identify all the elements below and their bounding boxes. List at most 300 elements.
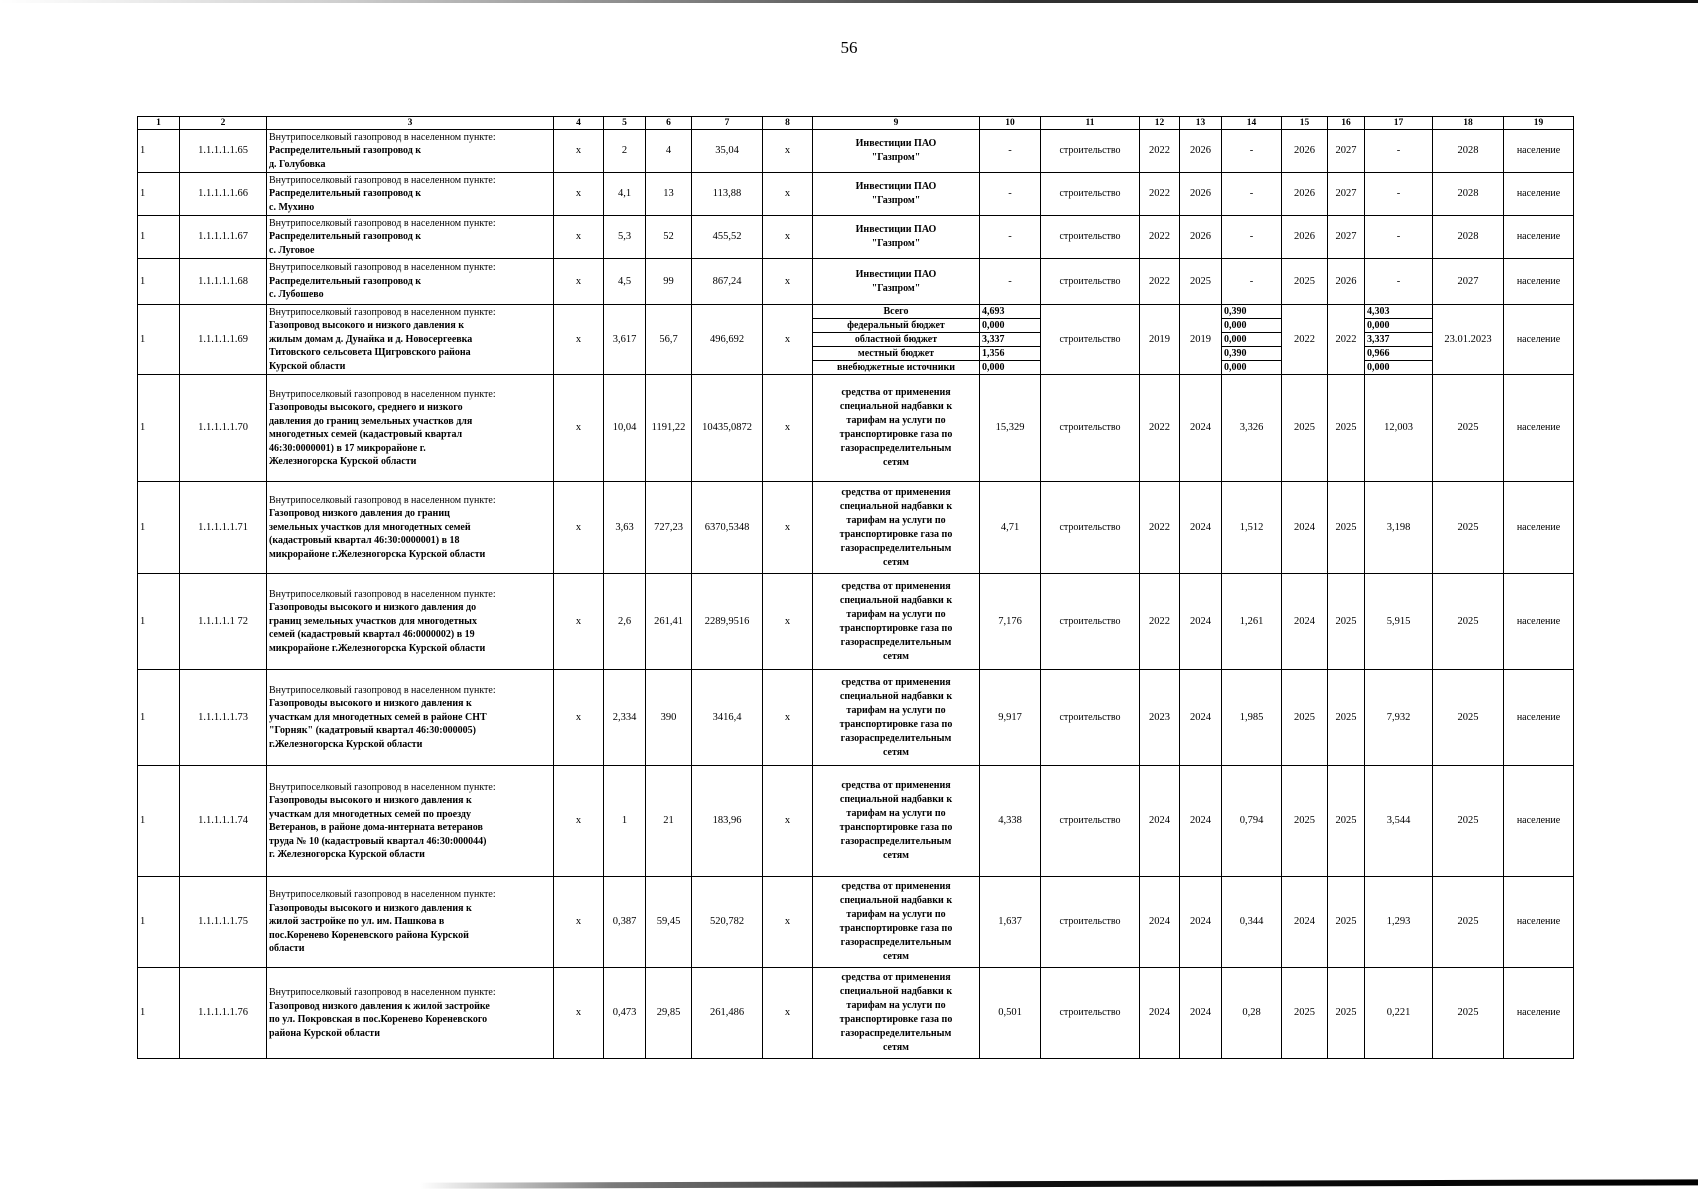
object-title: Распределительный газопровод к д. Голубовка bbox=[269, 145, 422, 170]
cell-c13: 2024 bbox=[1180, 766, 1222, 877]
col-header: 8 bbox=[763, 117, 813, 130]
cell-c18: 2028 bbox=[1433, 173, 1504, 216]
cell-population: население bbox=[1504, 173, 1574, 216]
cell-c15: 2024 bbox=[1282, 877, 1328, 968]
object-title: Распределительный газопровод к с. Луговое bbox=[269, 231, 422, 256]
col-header: 17 bbox=[1365, 117, 1433, 130]
cell-c18: 2025 bbox=[1433, 968, 1504, 1059]
cell-c17: - bbox=[1365, 173, 1433, 216]
cell-c14: 0,000 bbox=[1222, 319, 1282, 333]
col-header: 7 bbox=[692, 117, 763, 130]
cell-c8: х bbox=[763, 305, 813, 375]
cell-work-type: строительство bbox=[1041, 877, 1140, 968]
cell-c8: х bbox=[763, 130, 813, 173]
cell-funding-source: средства от применения специальной надбавки к тарифам на услуги по транспортировке газа по газораспределительным сетям bbox=[813, 482, 980, 574]
cell-c4: х bbox=[554, 216, 604, 259]
object-name-cell bbox=[267, 259, 554, 305]
scan-edge-bottom bbox=[420, 1179, 1698, 1188]
cell-c10: 4,693 bbox=[980, 305, 1041, 319]
cell-c18: 2028 bbox=[1433, 130, 1504, 173]
cell-c12: 2024 bbox=[1140, 877, 1180, 968]
cell-c16: 2025 bbox=[1328, 574, 1365, 670]
cell-c12: 2022 bbox=[1140, 173, 1180, 216]
cell-c8: х bbox=[763, 173, 813, 216]
cell-c10: 9,917 bbox=[980, 670, 1041, 766]
cell-c16: 2025 bbox=[1328, 670, 1365, 766]
cell-c6: 727,23 bbox=[646, 482, 692, 574]
cell-c12: 2022 bbox=[1140, 216, 1180, 259]
cell-c17: 0,966 bbox=[1365, 347, 1433, 361]
cell-index: 1 bbox=[138, 305, 180, 375]
cell-c6: 29,85 bbox=[646, 968, 692, 1059]
table-row bbox=[138, 482, 1574, 574]
object-intro: Внутрипоселковый газопровод в населенном пункте: bbox=[269, 494, 496, 506]
cell-work-type: строительство bbox=[1041, 305, 1140, 375]
cell-c17: 12,003 bbox=[1365, 375, 1433, 482]
object-intro: Внутрипоселковый газопровод в населенном пункте: bbox=[269, 889, 496, 901]
cell-code: 1.1.1.1.1.69 bbox=[180, 305, 267, 375]
cell-c7: 455,52 bbox=[692, 216, 763, 259]
cell-c15: 2025 bbox=[1282, 375, 1328, 482]
cell-c4: х bbox=[554, 968, 604, 1059]
cell-c4: х bbox=[554, 375, 604, 482]
cell-c14: 0,000 bbox=[1222, 361, 1282, 375]
cell-index: 1 bbox=[138, 375, 180, 482]
cell-c10: 4,71 bbox=[980, 482, 1041, 574]
cell-c17: 0,221 bbox=[1365, 968, 1433, 1059]
cell-c16: 2025 bbox=[1328, 482, 1365, 574]
object-title: Газопровод высокого и низкого давления к жилым домам д. Дунайка и д. Новосергеевка Титовского сельсовета Щигровского района Курской области bbox=[269, 320, 473, 372]
cell-c14: - bbox=[1222, 173, 1282, 216]
cell-c15: 2022 bbox=[1282, 305, 1328, 375]
table-row bbox=[138, 375, 1574, 482]
col-header: 5 bbox=[604, 117, 646, 130]
cell-c6: 52 bbox=[646, 216, 692, 259]
cell-population: население bbox=[1504, 216, 1574, 259]
cell-c4: х bbox=[554, 574, 604, 670]
cell-c13: 2026 bbox=[1180, 130, 1222, 173]
cell-c18: 2025 bbox=[1433, 670, 1504, 766]
cell-c12: 2022 bbox=[1140, 130, 1180, 173]
cell-c7: 113,88 bbox=[692, 173, 763, 216]
funding-source-label: внебюджетные источники bbox=[813, 361, 980, 375]
cell-c6: 4 bbox=[646, 130, 692, 173]
cell-index: 1 bbox=[138, 482, 180, 574]
cell-c13: 2026 bbox=[1180, 173, 1222, 216]
cell-c8: х bbox=[763, 766, 813, 877]
cell-c10: 3,337 bbox=[980, 333, 1041, 347]
cell-c7: 6370,5348 bbox=[692, 482, 763, 574]
cell-c13: 2025 bbox=[1180, 259, 1222, 305]
cell-c14: 0,794 bbox=[1222, 766, 1282, 877]
cell-c17: 3,337 bbox=[1365, 333, 1433, 347]
cell-c5: 2,6 bbox=[604, 574, 646, 670]
cell-funding-source: средства от применения специальной надбавки к тарифам на услуги по транспортировке газа по газораспределительным сетям bbox=[813, 968, 980, 1059]
object-name-cell bbox=[267, 173, 554, 216]
cell-c17: - bbox=[1365, 259, 1433, 305]
cell-c10: - bbox=[980, 173, 1041, 216]
cell-funding-source: Инвестиции ПАО "Газпром" bbox=[813, 130, 980, 173]
object-name-cell bbox=[267, 766, 554, 877]
cell-funding-source: Инвестиции ПАО "Газпром" bbox=[813, 173, 980, 216]
cell-c15: 2024 bbox=[1282, 574, 1328, 670]
cell-c4: х bbox=[554, 305, 604, 375]
cell-c15: 2025 bbox=[1282, 670, 1328, 766]
cell-c14: - bbox=[1222, 216, 1282, 259]
object-name-cell bbox=[267, 130, 554, 173]
cell-c8: х bbox=[763, 574, 813, 670]
cell-c18: 23.01.2023 bbox=[1433, 305, 1504, 375]
table-body-b bbox=[138, 375, 1574, 1059]
cell-c15: 2026 bbox=[1282, 130, 1328, 173]
object-name-cell bbox=[267, 670, 554, 766]
object-name-cell bbox=[267, 305, 554, 375]
cell-c8: х bbox=[763, 259, 813, 305]
cell-population: население bbox=[1504, 482, 1574, 574]
cell-funding-source: Инвестиции ПАО "Газпром" bbox=[813, 216, 980, 259]
cell-c17: 5,915 bbox=[1365, 574, 1433, 670]
table-row bbox=[138, 968, 1574, 1059]
table-row bbox=[138, 670, 1574, 766]
cell-c16: 2027 bbox=[1328, 173, 1365, 216]
col-header: 9 bbox=[813, 117, 980, 130]
cell-c10: 0,000 bbox=[980, 361, 1041, 375]
cell-work-type: строительство bbox=[1041, 766, 1140, 877]
table-body-a bbox=[138, 130, 1574, 305]
cell-c7: 183,96 bbox=[692, 766, 763, 877]
cell-c7: 3416,4 bbox=[692, 670, 763, 766]
cell-c8: х bbox=[763, 968, 813, 1059]
object-title: Газопроводы высокого, среднего и низкого давления до границ земельных участков для многодетных семей (кадастровый квартал 46:30:0000001) в 17 микрорайоне г. Железногорска Курской области bbox=[269, 402, 473, 467]
cell-population: население bbox=[1504, 968, 1574, 1059]
cell-c18: 2028 bbox=[1433, 216, 1504, 259]
cell-c4: х bbox=[554, 482, 604, 574]
cell-c7: 496,692 bbox=[692, 305, 763, 375]
cell-index: 1 bbox=[138, 968, 180, 1059]
cell-work-type: строительство bbox=[1041, 173, 1140, 216]
column-number-row bbox=[138, 117, 1574, 130]
cell-c10: 15,329 bbox=[980, 375, 1041, 482]
col-header: 1 bbox=[138, 117, 180, 130]
cell-c5: 2,334 bbox=[604, 670, 646, 766]
object-title: Распределительный газопровод к с. Мухино bbox=[269, 188, 422, 213]
cell-c4: х bbox=[554, 130, 604, 173]
cell-c5: 0,387 bbox=[604, 877, 646, 968]
object-intro: Внутрипоселковый газопровод в населенном пункте: bbox=[269, 174, 496, 186]
cell-c13: 2024 bbox=[1180, 574, 1222, 670]
cell-c7: 10435,0872 bbox=[692, 375, 763, 482]
cell-work-type: строительство bbox=[1041, 216, 1140, 259]
funding-source-label: Всего bbox=[813, 305, 980, 319]
cell-c17: 0,000 bbox=[1365, 319, 1433, 333]
cell-c6: 56,7 bbox=[646, 305, 692, 375]
cell-c15: 2025 bbox=[1282, 968, 1328, 1059]
cell-c10: 0,000 bbox=[980, 319, 1041, 333]
cell-code: 1.1.1.1.1.71 bbox=[180, 482, 267, 574]
cell-c8: х bbox=[763, 375, 813, 482]
object-title: Распределительный газопровод к с. Лубошево bbox=[269, 275, 422, 301]
funding-source-label: областной бюджет bbox=[813, 333, 980, 347]
cell-funding-source: средства от применения специальной надбавки к тарифам на услуги по транспортировке газа по газораспределительным сетям bbox=[813, 574, 980, 670]
cell-c14: 0,344 bbox=[1222, 877, 1282, 968]
investment-table bbox=[137, 116, 1574, 1059]
cell-index: 1 bbox=[138, 130, 180, 173]
cell-c17: 3,544 bbox=[1365, 766, 1433, 877]
cell-population: население bbox=[1504, 670, 1574, 766]
object-intro: Внутрипоселковый газопровод в населенном пункте: bbox=[269, 588, 496, 600]
cell-c5: 2 bbox=[604, 130, 646, 173]
cell-code: 1.1.1.1.1.65 bbox=[180, 130, 267, 173]
cell-c16: 2027 bbox=[1328, 130, 1365, 173]
cell-c6: 21 bbox=[646, 766, 692, 877]
cell-c13: 2024 bbox=[1180, 670, 1222, 766]
cell-index: 1 bbox=[138, 670, 180, 766]
cell-c6: 390 bbox=[646, 670, 692, 766]
object-title: Газопроводы высокого и низкого давления к участкам для многодетных семей по проезду Ветеранов, в районе дома-интерната ветеранов труда № 10 (кадастровый квартал 46:30:000044) г. Железногорска Курской области bbox=[269, 795, 487, 860]
cell-code: 1.1.1.1.1 72 bbox=[180, 574, 267, 670]
cell-c12: 2022 bbox=[1140, 375, 1180, 482]
object-name-cell bbox=[267, 968, 554, 1059]
cell-c10: 0,501 bbox=[980, 968, 1041, 1059]
funding-source-label: местный бюджет bbox=[813, 347, 980, 361]
cell-c4: х bbox=[554, 766, 604, 877]
col-header: 13 bbox=[1180, 117, 1222, 130]
cell-code: 1.1.1.1.1.76 bbox=[180, 968, 267, 1059]
cell-c15: 2025 bbox=[1282, 259, 1328, 305]
cell-c7: 520,782 bbox=[692, 877, 763, 968]
cell-population: население bbox=[1504, 766, 1574, 877]
cell-c7: 35,04 bbox=[692, 130, 763, 173]
cell-work-type: строительство bbox=[1041, 130, 1140, 173]
cell-code: 1.1.1.1.1.74 bbox=[180, 766, 267, 877]
cell-c14: 3,326 bbox=[1222, 375, 1282, 482]
col-header: 10 bbox=[980, 117, 1041, 130]
table-row bbox=[138, 766, 1574, 877]
cell-c6: 99 bbox=[646, 259, 692, 305]
cell-c16: 2025 bbox=[1328, 375, 1365, 482]
cell-c7: 261,486 bbox=[692, 968, 763, 1059]
cell-c5: 5,3 bbox=[604, 216, 646, 259]
col-header: 6 bbox=[646, 117, 692, 130]
cell-c13: 2024 bbox=[1180, 877, 1222, 968]
cell-work-type: строительство bbox=[1041, 574, 1140, 670]
cell-c13: 2026 bbox=[1180, 216, 1222, 259]
cell-c10: 1,637 bbox=[980, 877, 1041, 968]
cell-c10: 4,338 bbox=[980, 766, 1041, 877]
cell-c13: 2024 bbox=[1180, 482, 1222, 574]
cell-code: 1.1.1.1.1.73 bbox=[180, 670, 267, 766]
table-row bbox=[138, 574, 1574, 670]
cell-code: 1.1.1.1.1.67 bbox=[180, 216, 267, 259]
cell-c13: 2024 bbox=[1180, 375, 1222, 482]
object-intro: Внутрипоселковый газопровод в населенном пункте: bbox=[269, 684, 496, 696]
cell-c14: 0,000 bbox=[1222, 333, 1282, 347]
funding-source-label: федеральный бюджет bbox=[813, 319, 980, 333]
cell-c4: х bbox=[554, 670, 604, 766]
object-intro: Внутрипоселковый газопровод в населенном пункте: bbox=[269, 987, 496, 998]
table-row bbox=[138, 259, 1574, 305]
cell-c14: 1,512 bbox=[1222, 482, 1282, 574]
cell-c5: 4,1 bbox=[604, 173, 646, 216]
object-name-cell bbox=[267, 574, 554, 670]
cell-c13: 2024 bbox=[1180, 968, 1222, 1059]
object-intro: Внутрипоселковый газопровод в населенном пункте: bbox=[269, 781, 496, 793]
cell-population: население bbox=[1504, 574, 1574, 670]
scan-edge-top bbox=[0, 0, 1698, 3]
cell-c18: 2025 bbox=[1433, 574, 1504, 670]
col-header: 4 bbox=[554, 117, 604, 130]
cell-index: 1 bbox=[138, 173, 180, 216]
object-intro: Внутрипоселковый газопровод в населенном пункте: bbox=[269, 262, 496, 274]
object-intro: Внутрипоселковый газопровод в населенном пункте: bbox=[269, 306, 496, 318]
col-header: 15 bbox=[1282, 117, 1328, 130]
cell-c5: 1 bbox=[604, 766, 646, 877]
cell-c12: 2023 bbox=[1140, 670, 1180, 766]
table-row bbox=[138, 173, 1574, 216]
object-name-cell bbox=[267, 375, 554, 482]
object-name-cell bbox=[267, 216, 554, 259]
object-intro: Внутрипоселковый газопровод в населенном пункте: bbox=[269, 388, 496, 400]
cell-c18: 2025 bbox=[1433, 877, 1504, 968]
cell-c10: - bbox=[980, 259, 1041, 305]
cell-population: население bbox=[1504, 305, 1574, 375]
cell-c17: 1,293 bbox=[1365, 877, 1433, 968]
cell-c12: 2022 bbox=[1140, 574, 1180, 670]
cell-c14: - bbox=[1222, 130, 1282, 173]
cell-c16: 2022 bbox=[1328, 305, 1365, 375]
cell-c6: 261,41 bbox=[646, 574, 692, 670]
cell-c4: х bbox=[554, 173, 604, 216]
table-row bbox=[138, 216, 1574, 259]
cell-c7: 867,24 bbox=[692, 259, 763, 305]
table-row bbox=[138, 305, 1574, 319]
cell-c17: 4,303 bbox=[1365, 305, 1433, 319]
cell-c17: - bbox=[1365, 130, 1433, 173]
cell-c18: 2025 bbox=[1433, 375, 1504, 482]
object-title: Газопроводы высокого и низкого давления к жилой застройке по ул. им. Пашкова в пос.Кореневo Кореневского района Курской области bbox=[269, 902, 472, 955]
cell-c15: 2024 bbox=[1282, 482, 1328, 574]
cell-c5: 0,473 bbox=[604, 968, 646, 1059]
cell-c18: 2025 bbox=[1433, 766, 1504, 877]
col-header: 11 bbox=[1041, 117, 1140, 130]
object-intro: Внутрипоселковый газопровод в населенном пункте: bbox=[269, 131, 496, 143]
page-number: 56 bbox=[840, 38, 858, 57]
cell-c12: 2022 bbox=[1140, 259, 1180, 305]
cell-funding-source: средства от применения специальной надбавки к тарифам на услуги по транспортировке газа по газораспределительным сетям bbox=[813, 375, 980, 482]
cell-work-type: строительство bbox=[1041, 482, 1140, 574]
cell-c6: 1191,22 bbox=[646, 375, 692, 482]
cell-c17: 0,000 bbox=[1365, 361, 1433, 375]
cell-c15: 2026 bbox=[1282, 173, 1328, 216]
object-title: Газопровод низкого давления к жилой застройке по ул. Покровская в пос.Коренево Кореневского района Курской области bbox=[269, 1000, 490, 1039]
cell-c12: 2019 bbox=[1140, 305, 1180, 375]
cell-c14: 1,985 bbox=[1222, 670, 1282, 766]
cell-code: 1.1.1.1.1.75 bbox=[180, 877, 267, 968]
cell-c14: 1,261 bbox=[1222, 574, 1282, 670]
cell-code: 1.1.1.1.1.66 bbox=[180, 173, 267, 216]
object-title: Газопроводы высокого и низкого давления к участкам для многодетных семей в районе СНТ "Горняк" (кадатровый квартал 46:30:000005) г.Железногорска Курской области bbox=[269, 698, 487, 750]
col-header: 2 bbox=[180, 117, 267, 130]
cell-c8: х bbox=[763, 482, 813, 574]
cell-c5: 4,5 bbox=[604, 259, 646, 305]
cell-c10: 7,176 bbox=[980, 574, 1041, 670]
object-name-cell bbox=[267, 877, 554, 968]
cell-work-type: строительство bbox=[1041, 259, 1140, 305]
cell-c5: 10,04 bbox=[604, 375, 646, 482]
cell-c12: 2024 bbox=[1140, 968, 1180, 1059]
col-header: 14 bbox=[1222, 117, 1282, 130]
cell-c18: 2025 bbox=[1433, 482, 1504, 574]
cell-population: население bbox=[1504, 375, 1574, 482]
col-header: 12 bbox=[1140, 117, 1180, 130]
cell-c14: 0,390 bbox=[1222, 305, 1282, 319]
cell-c16: 2025 bbox=[1328, 877, 1365, 968]
cell-index: 1 bbox=[138, 877, 180, 968]
cell-c14: - bbox=[1222, 259, 1282, 305]
cell-c15: 2026 bbox=[1282, 216, 1328, 259]
cell-c10: - bbox=[980, 130, 1041, 173]
cell-index: 1 bbox=[138, 216, 180, 259]
cell-c17: - bbox=[1365, 216, 1433, 259]
cell-c14: 0,28 bbox=[1222, 968, 1282, 1059]
cell-c16: 2025 bbox=[1328, 968, 1365, 1059]
cell-index: 1 bbox=[138, 574, 180, 670]
cell-funding-source: средства от применения специальной надбавки к тарифам на услуги по транспортировке газа по газораспределительным сетям bbox=[813, 877, 980, 968]
cell-c16: 2026 bbox=[1328, 259, 1365, 305]
cell-c17: 3,198 bbox=[1365, 482, 1433, 574]
col-header: 3 bbox=[267, 117, 554, 130]
col-header: 18 bbox=[1433, 117, 1504, 130]
object-title: Газопроводы высокого и низкого давления до границ земельных участков для многодетных семей (кадастровый квартал 46:0000002) в 19 микрорайоне г.Железногорска Курской области bbox=[269, 602, 486, 654]
table-body-row-69 bbox=[138, 305, 1574, 375]
cell-c8: х bbox=[763, 216, 813, 259]
cell-c17: 7,932 bbox=[1365, 670, 1433, 766]
cell-c16: 2027 bbox=[1328, 216, 1365, 259]
table-row bbox=[138, 877, 1574, 968]
cell-c14: 0,390 bbox=[1222, 347, 1282, 361]
cell-c6: 13 bbox=[646, 173, 692, 216]
cell-c12: 2022 bbox=[1140, 482, 1180, 574]
cell-work-type: строительство bbox=[1041, 670, 1140, 766]
cell-c8: х bbox=[763, 670, 813, 766]
cell-funding-source: средства от применения специальной надбавки к тарифам на услуги по транспортировке газа по газораспределительным сетям bbox=[813, 670, 980, 766]
object-title: Газопровод низкого давления до границ земельных участков для многодетных семей (кадастровый квартал 46:30:0000001) в 18 микрорайоне г.Железногорска Курской области bbox=[269, 508, 486, 560]
cell-c10: - bbox=[980, 216, 1041, 259]
cell-c8: х bbox=[763, 877, 813, 968]
cell-population: население bbox=[1504, 130, 1574, 173]
cell-c5: 3,63 bbox=[604, 482, 646, 574]
cell-funding-source: Инвестиции ПАО "Газпром" bbox=[813, 259, 980, 305]
table-row bbox=[138, 130, 1574, 173]
cell-c5: 3,617 bbox=[604, 305, 646, 375]
object-intro: Внутрипоселковый газопровод в населенном пункте: bbox=[269, 217, 496, 229]
cell-c4: х bbox=[554, 259, 604, 305]
cell-funding-source: средства от применения специальной надбавки к тарифам на услуги по транспортировке газа по газораспределительным сетям bbox=[813, 766, 980, 877]
cell-c13: 2019 bbox=[1180, 305, 1222, 375]
cell-work-type: строительство bbox=[1041, 968, 1140, 1059]
cell-c4: х bbox=[554, 877, 604, 968]
cell-c10: 1,356 bbox=[980, 347, 1041, 361]
cell-code: 1.1.1.1.1.68 bbox=[180, 259, 267, 305]
cell-c12: 2024 bbox=[1140, 766, 1180, 877]
cell-c15: 2025 bbox=[1282, 766, 1328, 877]
cell-population: население bbox=[1504, 877, 1574, 968]
col-header: 19 bbox=[1504, 117, 1574, 130]
col-header: 16 bbox=[1328, 117, 1365, 130]
object-name-cell bbox=[267, 482, 554, 574]
cell-population: население bbox=[1504, 259, 1574, 305]
cell-c6: 59,45 bbox=[646, 877, 692, 968]
